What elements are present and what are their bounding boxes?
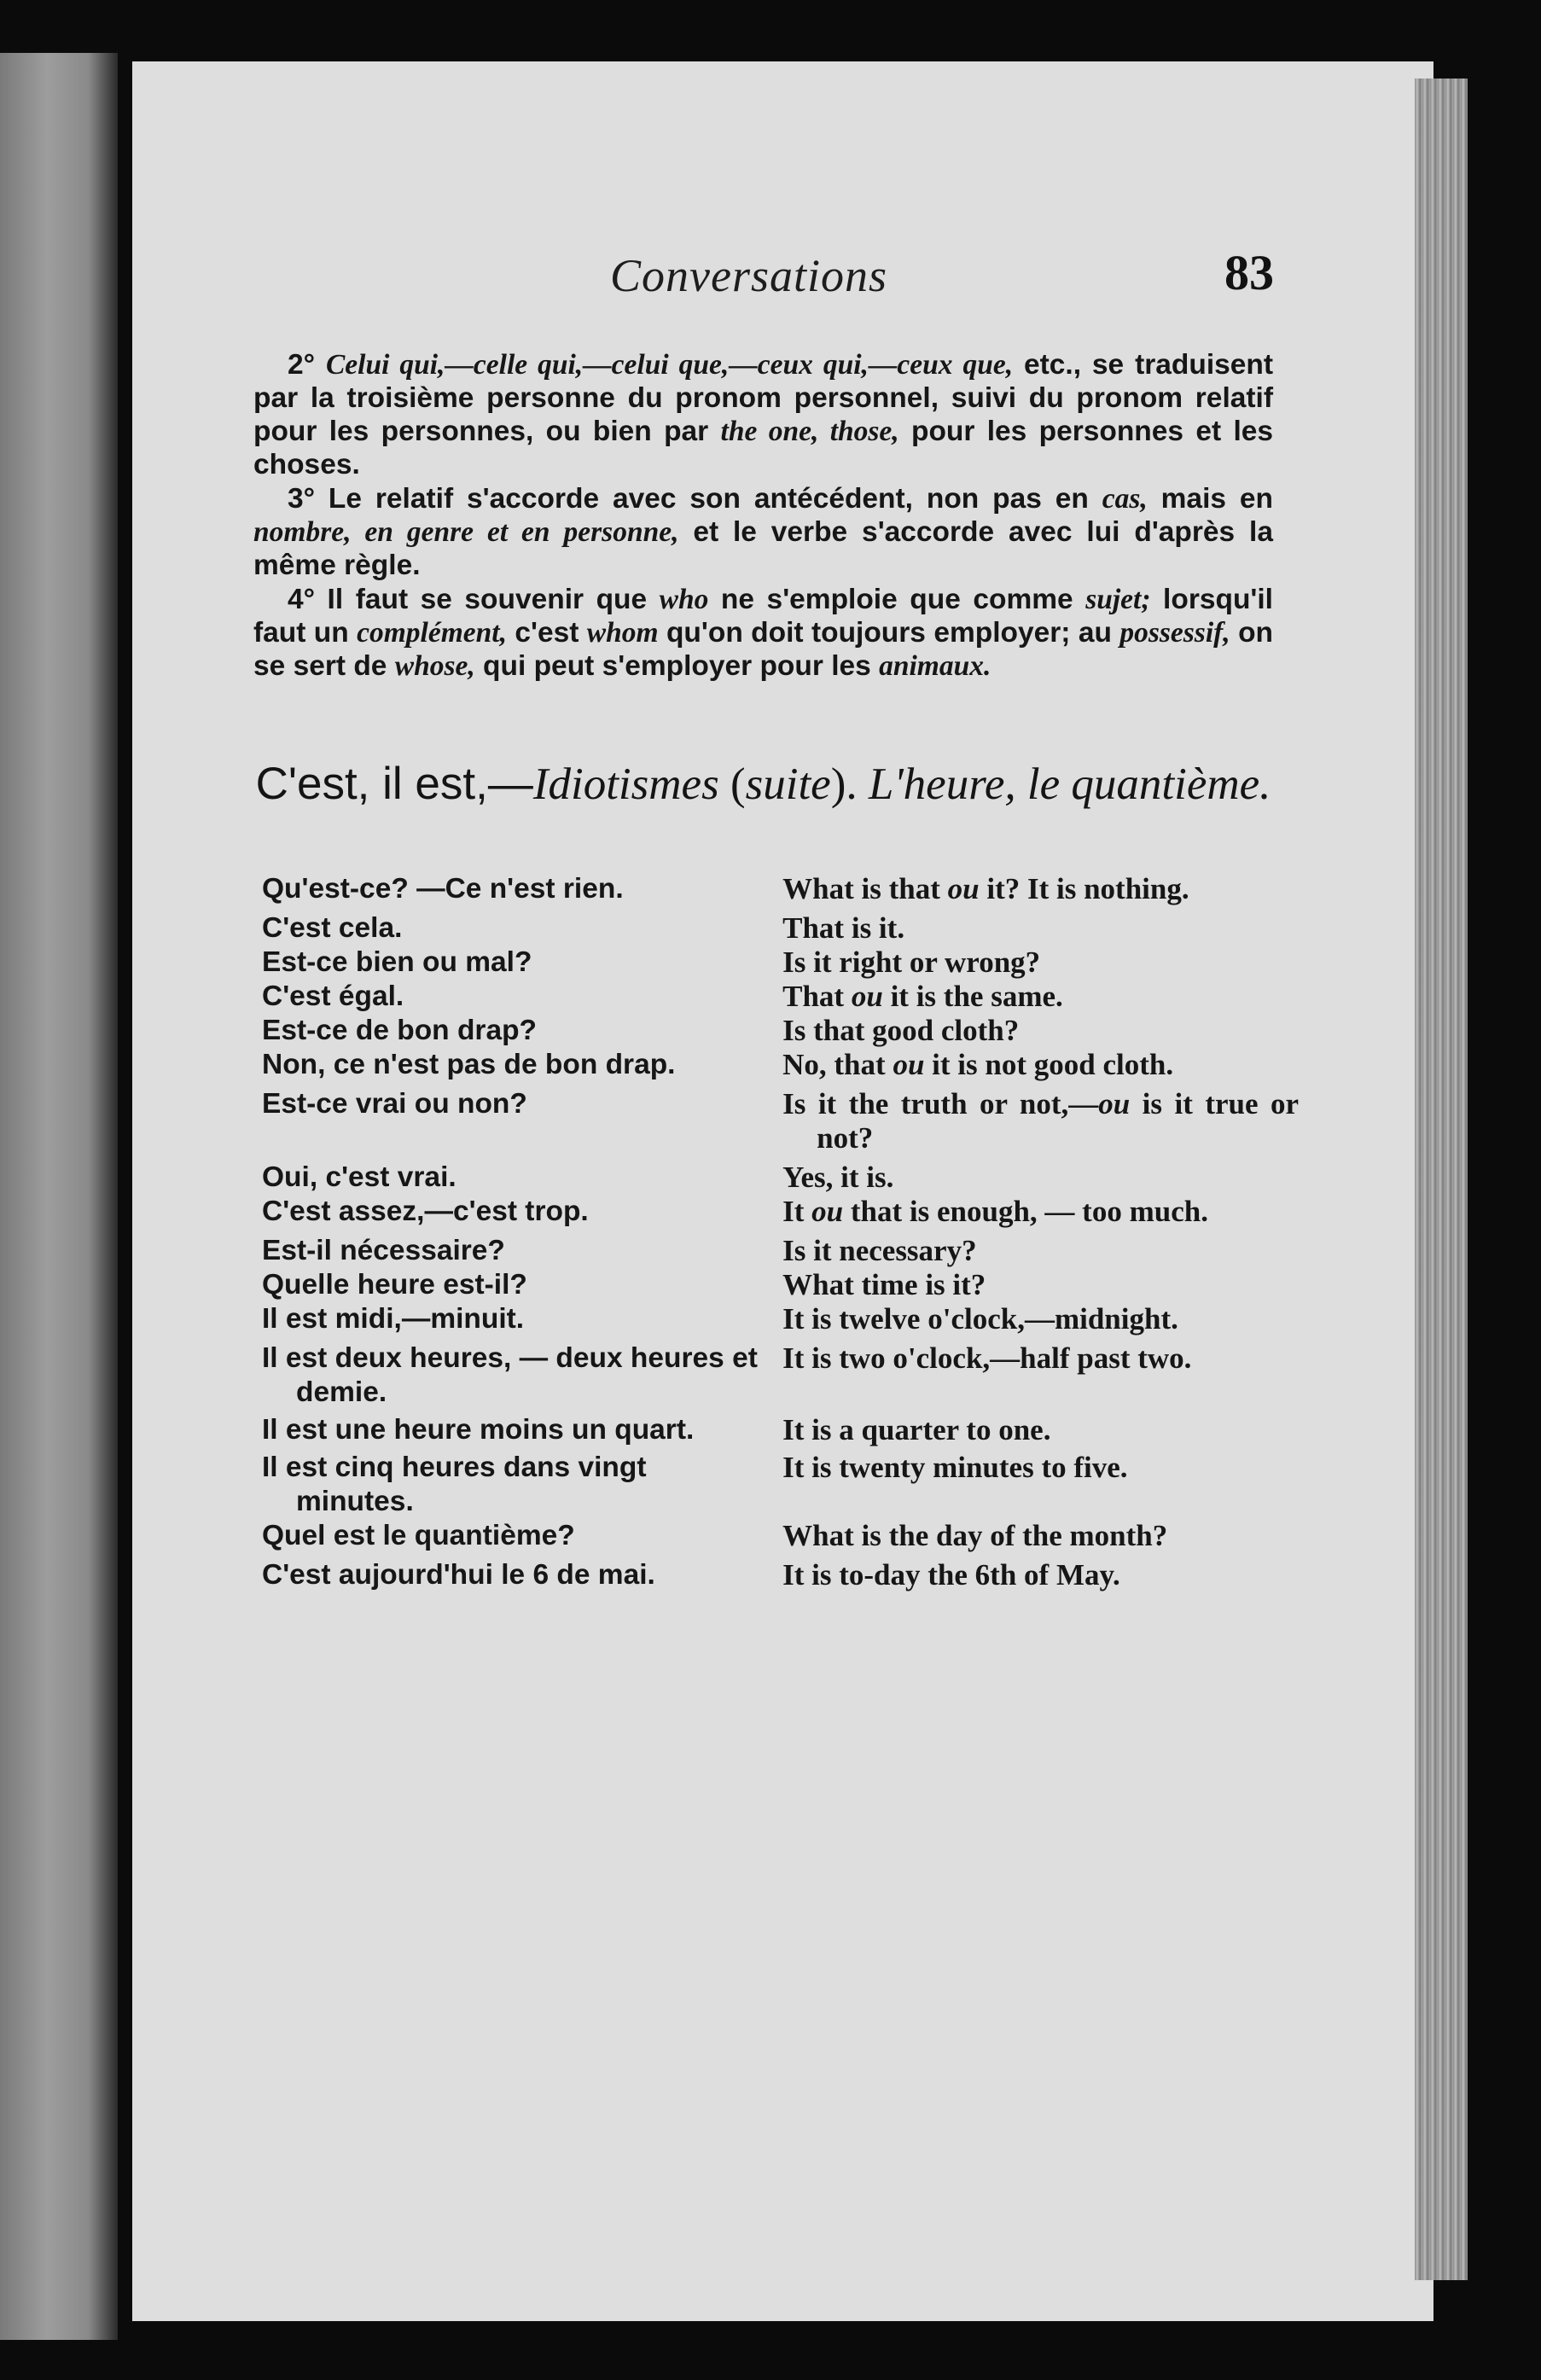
text-run: Yes, it is. [782,1161,894,1194]
italic-run: the one, those, [720,416,899,447]
french-phrase: Est-ce bien ou mal? [262,946,532,978]
text-run: Is that good cloth? [782,1014,1020,1047]
english-translation [782,1234,1299,1268]
french-phrase: Est-ce vrai ou non? [262,1088,527,1120]
french-phrase: Quel est le quantième? [262,1520,575,1551]
text-run: 2° [288,349,326,381]
french-phrase: Oui, c'est vrai. [262,1161,456,1193]
phrase-pairs [262,872,1299,1592]
italic-run: ou [1098,1087,1131,1120]
text-run: it is the same. [882,980,1063,1013]
text-run: It is to-day the 6th of May. [782,1558,1120,1592]
english-translation [782,946,1299,980]
italic-run: whom [586,617,659,649]
page-header [132,245,1433,301]
grammar-note [253,348,1273,481]
section-title-suite: suite [745,759,831,809]
italic-run: ou [851,980,883,1013]
french-phrase: Quelle heure est-il? [262,1269,527,1301]
text-run: c'est [506,617,587,649]
french-phrase: C'est assez,—c'est trop. [262,1196,589,1227]
italic-run: animaux. [879,650,991,682]
english-translation [782,1558,1299,1592]
italic-run: ou [947,872,980,905]
english-translation [782,1341,1299,1410]
text-run: it? It is nothing. [979,872,1189,905]
text-run: on se sert de [253,617,1274,682]
text-run: ne s'emploie que comme [708,584,1086,615]
french-phrase: Qu'est-ce? —Ce n'est rien. [262,873,624,905]
grammar-note [253,482,1273,582]
section-title [253,758,1273,811]
english-translation [782,1048,1299,1082]
text-run: mais en [1147,483,1273,515]
section-title-plain: C'est, il est,— [255,759,533,809]
french-phrase: Il est une heure moins un quart. [262,1414,695,1446]
italic-run: sujet; [1085,584,1151,615]
text-run: et le verbe s'accorde avec lui d'après la même règle. [253,516,1273,581]
english-translation [782,1195,1299,1229]
text-run: is it true or not? [817,1087,1300,1155]
phrase-pair [262,1161,1299,1195]
text-run: That [782,980,852,1013]
italic-run: nombre, en genre et en personne, [253,516,679,548]
page-number: 83 [1224,245,1274,300]
phrase-pair [262,1195,1299,1229]
italic-run: Celui qui,—celle qui,—celui que,—ceux qui,—ceux que, [325,349,1014,381]
section-title-idiotismes: Idiotismes [532,759,719,809]
english-translation [782,1161,1299,1195]
phrase-pair [262,1341,1299,1410]
phrase-pair [262,1014,1299,1048]
english-translation [782,1302,1299,1336]
italic-run: complément, [357,617,507,649]
phrase-pair [262,1087,1299,1155]
page-stack-edge [1415,79,1468,2280]
italic-run: cas, [1102,483,1148,515]
phrase-pair [262,1451,1299,1519]
text-run: It [782,1195,812,1228]
french-phrase: C'est cela. [262,912,403,944]
text-run: It is a quarter to one. [782,1413,1051,1446]
phrase-pair [262,1302,1299,1336]
text-run: It is twelve o'clock,—midnight. [782,1302,1178,1335]
phrase-pair [262,872,1299,906]
text-run: qu'on doit toujours employer; au [658,617,1120,649]
english-translation [782,1451,1299,1519]
text-run: Is it right or wrong? [782,946,1041,979]
phrase-pair [262,1413,1299,1447]
text-run: pour les personnes et les choses. [253,416,1274,480]
text-run: etc., se traduisent par la troisième personne du pronom personnel, suivi du pronom relatif pour les personnes, ou bien par [253,349,1274,447]
text-run: qui peut s'employer pour les [474,650,880,682]
text-run: 4° Il faut se souvenir que [288,584,660,615]
grammar-notes [253,348,1273,684]
section-title-paren: (suite). [718,759,869,809]
text-run: It is twenty minutes to five. [782,1451,1128,1484]
text-run: What time is it? [782,1268,986,1301]
phrase-pair [262,1048,1299,1082]
text-run: lorsqu'il faut un [253,584,1273,649]
phrase-pair [262,946,1299,980]
english-translation [782,872,1299,906]
running-title: Conversations [610,250,888,301]
text-run: 3° Le relatif s'accorde avec son antécédent, non pas en [288,483,1102,515]
french-phrase: Est-ce de bon drap? [262,1015,538,1046]
french-phrase: Est-il nécessaire? [262,1235,505,1266]
french-phrase: Non, ce n'est pas de bon drap. [262,1049,676,1080]
text-run: that is enough, — too much. [843,1195,1208,1228]
text-run: It is two o'clock,—half past two. [782,1341,1192,1375]
english-translation [782,1268,1299,1302]
italic-run: possessif, [1119,617,1230,649]
text-run: it is not good cloth. [924,1048,1174,1081]
phrase-pair [262,1268,1299,1302]
text-run: Is it necessary? [782,1234,977,1267]
english-translation [782,1413,1299,1447]
text-run: Is it the truth or not,— [782,1087,1099,1120]
adjacent-page-edge [0,53,118,2340]
phrase-pair [262,980,1299,1014]
phrase-pair [262,1234,1299,1268]
grammar-note [253,583,1273,683]
italic-run: whose, [394,650,475,682]
phrase-pair [262,1558,1299,1592]
italic-run: ou [893,1048,925,1081]
text-run: No, that [782,1048,893,1081]
phrase-pair [262,1519,1299,1553]
english-translation [782,911,1299,946]
french-phrase: Il est midi,—minuit. [262,1303,525,1335]
english-translation [782,980,1299,1014]
english-translation [782,1087,1299,1155]
text-run: What is that [782,872,948,905]
french-phrase: Il est cinq heures dans vingt minutes. [262,1452,647,1517]
text-run: What is the day of the month? [782,1519,1168,1552]
italic-run: who [659,584,709,615]
french-phrase: C'est égal. [262,981,404,1012]
french-phrase: Il est deux heures, — deux heures et demie. [262,1342,758,1408]
section-title-heure: L'heure, le quantième. [868,759,1271,809]
french-phrase: C'est aujourd'hui le 6 de mai. [262,1559,655,1591]
phrase-pair [262,911,1299,946]
english-translation [782,1014,1299,1048]
text-run: That is it. [782,911,905,945]
italic-run: ou [811,1195,844,1228]
english-translation [782,1519,1299,1553]
